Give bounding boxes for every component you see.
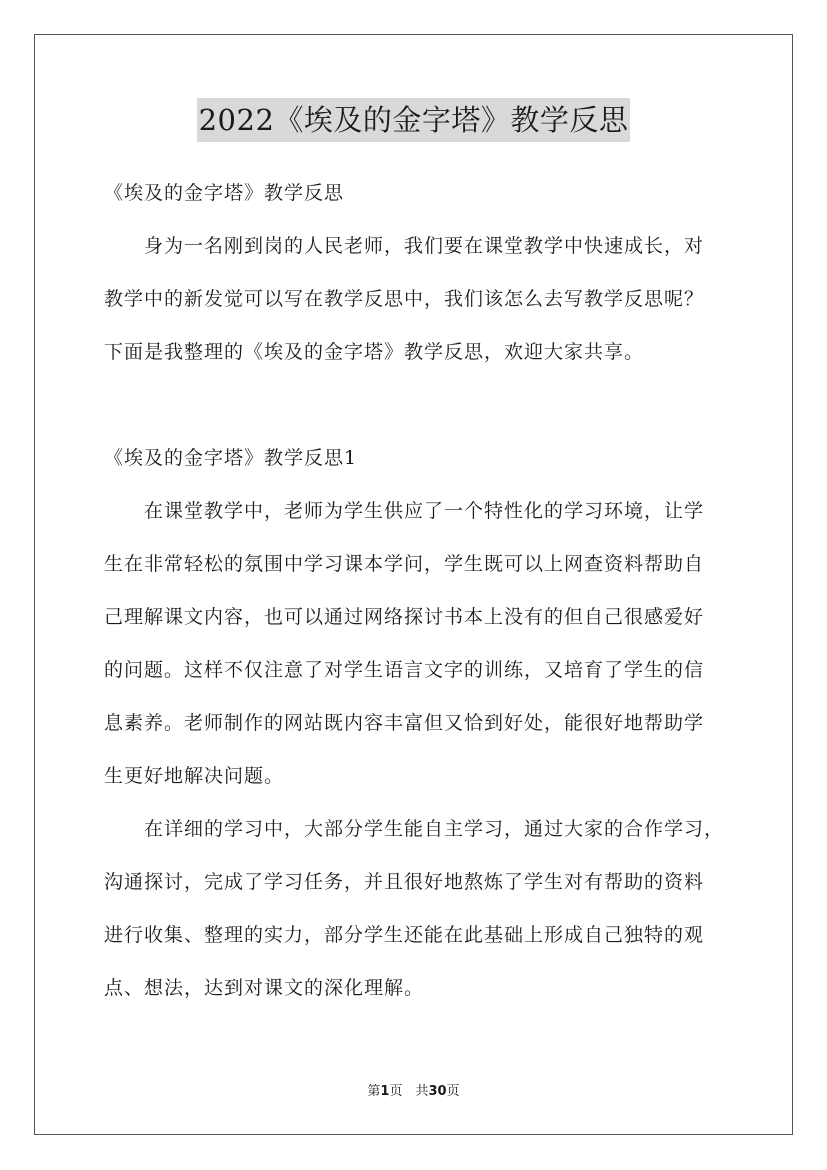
paragraph-line: 生更好地解决问题。: [104, 765, 285, 787]
footer-mid: 页 共: [389, 1084, 429, 1099]
footer-prefix: 第: [367, 1084, 381, 1099]
intro-line: 身为一名刚到岗的人民老师，我们要在课堂教学中快速成长，对: [144, 235, 705, 257]
paragraph-line: 己理解课文内容，也可以通过网络探讨书本上没有的但自己很感爱好: [104, 606, 705, 628]
paragraph-line: 点、想法，达到对课文的深化理解。: [104, 977, 425, 999]
intro-line: 教学中的新发觉可以写在教学反思中，我们该怎么去写教学反思呢？: [104, 288, 705, 310]
intro-line: 下面是我整理的《埃及的金字塔》教学反思，欢迎大家共享。: [104, 341, 645, 363]
document-body: [104, 170, 744, 1018]
paragraph-line: 的问题。这样不仅注意了对学生语言文字的训练，又培育了学生的信: [104, 659, 705, 681]
paragraph-line: 沟通探讨，完成了学习任务，并且很好地熬炼了学生对有帮助的资料: [104, 871, 705, 893]
paragraph-line: 生在非常轻松的氛围中学习课本学问，学生既可以上网查资料帮助自: [104, 553, 705, 575]
footer-suffix: 页: [446, 1084, 460, 1099]
paragraph-line: 在详细的学习中，大部分学生能自主学习，通过大家的合作学习，: [144, 818, 725, 840]
section-heading: 《埃及的金字塔》教学反思1: [104, 447, 358, 469]
page-footer: [0, 1080, 827, 1099]
current-page-number: 1: [380, 1084, 390, 1099]
paragraph-line: 进行收集、整理的实力，部分学生还能在此基础上形成自己独特的观: [104, 924, 705, 946]
paragraph-line: 息素养。老师制作的网站既内容丰富但又恰到好处，能很好地帮助学: [104, 712, 705, 734]
paragraph-line: 在课堂教学中，老师为学生供应了一个特性化的学习环境，让学: [144, 500, 705, 522]
intro-heading: 《埃及的金字塔》教学反思: [104, 182, 345, 204]
total-pages: 30: [428, 1084, 447, 1099]
document-title: 2022《埃及的金字塔》教学反思: [197, 98, 631, 142]
title-wrap: [0, 98, 827, 142]
spacer: [104, 382, 744, 435]
